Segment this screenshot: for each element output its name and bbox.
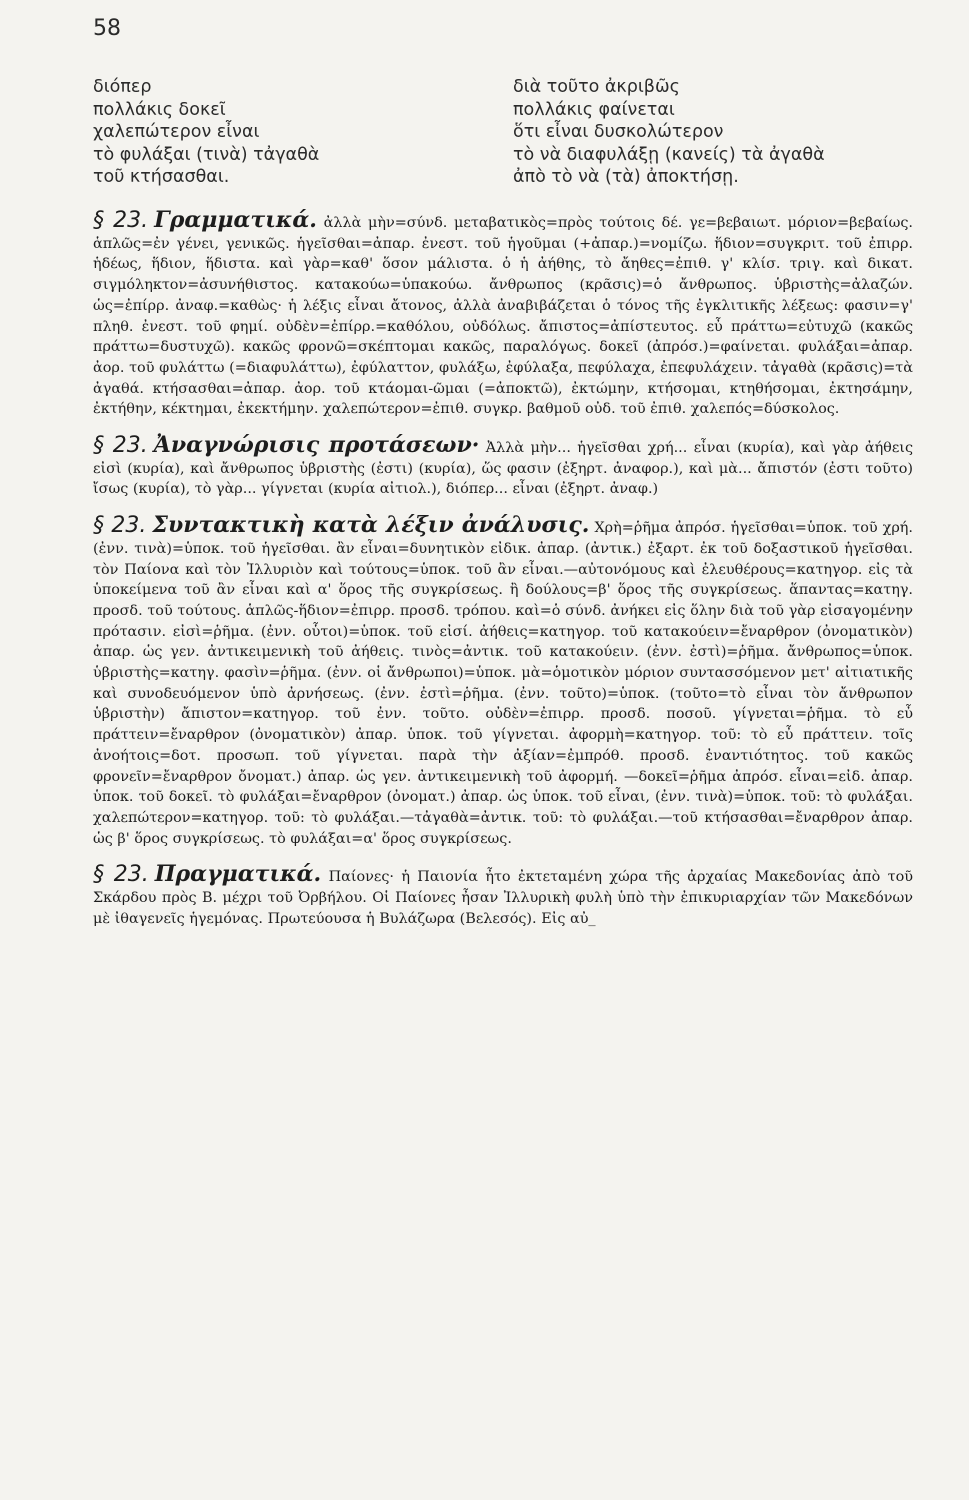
section-body: ἀλλὰ μὴν=σύνδ. μεταβατικὸς=πρὸς τούτοις δέ. γε=βεβαιωτ. μόριον=βεβαίως. ἁπλῶς=ἐν γένει, γενικῶς. ἡγεῖσθαι=ἀπαρ. ἐνεστ. τοῦ ἡγοῦμαι (+ἀπαρ.)=νομίζω. ἥδιον=συγκριτ. τοῦ ἐπιρρ. ἡδέως, ἥδιον, ἥδιστα. καὶ γὰρ=καθ' ὅσον μάλιστα. ὁ ἡ ἀήθης, τὸ ἄηθες=ἐπιθ. γ' κλίσ. τριγ. καὶ δικατ. σιγμόληκτον=ἀσυνήθιστος. κατακούω=ὑπακούω. ἄνθρωπος (κρᾶσις)=ὁ ἄνθρωπος. ὑβριστὴς=ἀλαζών. ὡς=ἐπίρρ. ἀναφ.=καθὼς· ἡ λέξις εἶναι ἄτονος, ἀλλὰ ἀναβιβάζεται ὁ τόνος τῆς ἐγκλιτικῆς λέξεως: φασιν=γ' πληθ. ἐνεστ. τοῦ φημί. οὐδὲν=ἐπίρρ.=καθόλου, οὐδόλως. ἄπιστος=ἀπίστευτος. εὖ πράττω=εὐτυχῶ (κακῶς πράττω=δυστυχῶ). κακῶς φρονῶ=σκέπτομαι κακῶς, παραλόγως. δοκεῖ (ἀπρόσ.)=φαίνεται. φυλάξαι=ἀπαρ. ἀορ. τοῦ φυλάττω (=διαφυλάττω), ἐφύλαττον, φυλάξω, ἐφύλαξα, πεφύλαχα, ἐπεφυλάχειν. τἀγαθὰ (κρᾶσις)=τὰ ἀγαθά. κτήσασθαι=ἀπαρ. ἀορ. τοῦ κτάομαι-ῶμαι (=ἀποκτῶ), ἐκτώμην, κτήσομαι, κτηθήσομαι, ἐκτησάμην, ἐκτήθην, κέκτημαι, ἐκεκτήμην. χαλεπώτερον=ἐπιθ. συγκρ. βαθμοῦ οὐδ. τοῦ ἐπιθ. χαλεπός=δύσκολος. (93, 215, 914, 418)
realia-section (93, 861, 913, 929)
section-number: § 23. (93, 433, 148, 459)
section-heading: Συντακτικὴ κατὰ λέξιν ἀνάλυσις. (152, 512, 590, 539)
parallel-translation (93, 76, 913, 189)
ancient-text-column (93, 76, 493, 189)
modern-translation-column (503, 76, 913, 189)
ancient-line: πολλάκις δοκεῖ (93, 99, 226, 120)
commentary (93, 207, 914, 945)
section-body: Ἀλλὰ μὴν... ἡγεῖσθαι χρή... εἶναι (κυρία), καὶ γὰρ ἀήθεις εἰσὶ (κυρία), καὶ ἄνθρωπος ὑβριστὴς (ἐστι) (κυρία), ὥς φασιν (ἐξηρτ. ἀναφορ.), καὶ μὰ... ἄπιστόν (ἐστι τοῦτο) ἴσως (κυρία), τὸ γὰρ... γίγνεται (κυρία αἰτιολ.), διόπερ... εἶναι (ἐξηρτ. ἀναφ.) (93, 440, 914, 498)
grammar-section (93, 207, 914, 420)
section-heading: Ἀναγνώρισις προτάσεων· (153, 432, 480, 459)
ancient-line: τοῦ κτήσασθαι. (93, 167, 230, 187)
translation-line: διὰ τοῦτο ἀκριβῶς (513, 77, 680, 97)
translation-line: πολλάκις φαίνεται (513, 99, 675, 120)
section-number: § 23. (93, 513, 147, 539)
section-heading: Γραμματικά. (154, 207, 317, 233)
section-heading: Πραγματικά. (154, 861, 322, 888)
translation-line: ἀπὸ τὸ νὰ (τὰ) ἀποκτήσῃ. (513, 167, 739, 187)
section-number: § 23. (93, 208, 149, 233)
page-number: 58 (93, 16, 121, 41)
sentence-identification-section (93, 432, 914, 500)
ancient-line: χαλεπώτερον εἶναι (93, 122, 260, 142)
ancient-line: διόπερ (93, 77, 152, 97)
section-number: § 23. (93, 862, 149, 888)
section-body: Παίονες· ἡ Παιονία ἦτο ἐκτεταμένη χώρα τῆς ἀρχαίας Μακεδονίας ἀπὸ τοῦ Σκάρδου πρὸς Β. μέχρι τοῦ Ὀρβήλου. Οἱ Παίονες ἦσαν Ἰλλυρικὴ φυλὴ ὑπὸ τὴν ἐπικυριαρχίαν τῶν Μακεδόνων μὲ ἰθαγενεῖς ἡγεμόνας. Πρωτεύουσα ἡ Βυλάζωρα (Βελεσός). Εἰς αὐ_ (93, 869, 913, 927)
section-body: Χρὴ=ῥῆμα ἀπρόσ. ἡγεῖσθαι=ὑποκ. τοῦ χρή. (ἐνν. τινὰ)=ὑποκ. τοῦ ἡγεῖσθαι. ἂν εἶναι=δυνητικὸν εἰδικ. ἀπαρ. (ἀντικ.) ἐξαρτ. ἐκ τοῦ δοξαστικοῦ ἡγεῖσθαι. τὸν Παίονα καὶ τὸν Ἰλλυριὸν καὶ τούτους=ὑποκ. τοῦ ἂν εἶναι.—αὐτονόμους καὶ ἐλευθέρους=κατηγορ. εἰς τὰ ὑποκείμενα τοῦ ἂν εἶναι καὶ α' ὅρος τῆς συγκρίσεως. ἢ δούλους=β' ὅρος τῆς συγκρίσεως. ἅπαντας=κατηγ. προσδ. τοῦ τούτους. ἁπλῶς-ἥδιον=ἐπιρρ. προσδ. τρόπου. καὶ=ὁ σύνδ. ἀνήκει εἰς ὅλην διὰ τοῦ γὰρ εἰσαγομένην πρότασιν. εἰσὶ=ῥῆμα. (ἐνν. οὗτοι)=ὑποκ. τοῦ εἰσί. ἀήθεις=κατηγορ. τοῦ κατακούειν=ἔναρθρον (ὀνοματικὸν) ἀπαρ. ὡς γεν. ἀντικειμενικὴ τοῦ ἀήθεις. τινὸς=ἀντικ. τοῦ κατακούειν. (ἐνν. ἐστὶ)=ῥῆμα. ἄνθρωπος=ὑποκ. ὑβριστὴς=κατηγ. φασὶν=ῥῆμα. (ἐνν. οἱ ἄνθρωποι)=ὑποκ. μὰ=ὁμοτικὸν μόριον συντασσόμενον μετ' αἰτιατικῆς καὶ συνοδευόμενον ὑπὸ ἀρνήσεως. (ἐνν. ἐστὶ=ῥῆμα. (ἐνν. τοῦτο)=ὑποκ. (τοῦτο=τὸ εἶναι τὸν ἄνθρωπον ὑβριστὴν) ἄπιστον=κατηγορ. τοῦ ἐνν. τοῦτο. οὐδὲν=ἐπιρρ. προσδ. ποσοῦ. γίγνεται=ῥῆμα. τὸ εὖ πράττειν=ἔναρθρον (ὀνοματικὸν) ἀπαρ. ὑποκ. τοῦ γίγνεται. ἀφορμὴ=κατηγορ. τοῦ: τὸ εὖ πράττειν. τοῖς ἀνοήτοις=δοτ. προσωπ. τοῦ γίγνεται. παρὰ τὴν ἀξίαν=ἐμπρόθ. προσδ. ἐναντιότητος. τοῦ κακῶς φρονεῖν=ἔναρθρον ὄνοματ.) ἀπαρ. ὡς γεν. ἀντικειμενικὴ τοῦ ἀφορμή. —δοκεῖ=ῥῆμα ἀπρόσ. εἶναι=εἰδ. ἀπαρ. ὑποκ. τοῦ δοκεῖ. τὸ φυλάξαι=ἔναρθρον (ὀνοματ.) ἀπαρ. ὡς ὑποκ. τοῦ εἶναι, (ἐνν. τινὰ)=ὑποκ. τοῦ: τὸ φυλάξαι. χαλεπώτερον=κατηγορ. τοῦ: τὸ φυλάξαι.—τἀγαθὰ=ἀντικ. τοῦ: τὸ φυλάξαι.—τοῦ κτήσασθαι=ἔναρθρον ἀπαρ. ὡς β' ὅρος συγκρίσεως. τὸ φυλάξαι=α' ὅρος συγκρίσεως. (93, 520, 914, 847)
syntax-analysis-section (93, 512, 914, 849)
ancient-line: τὸ φυλάξαι (τινὰ) τἀγαθὰ (93, 144, 320, 165)
translation-line: ὅτι εἶναι δυσκολώτερον (513, 122, 724, 142)
translation-line: τὸ νὰ διαφυλάξῃ (κανείς) τὰ ἀγαθὰ (513, 144, 825, 165)
